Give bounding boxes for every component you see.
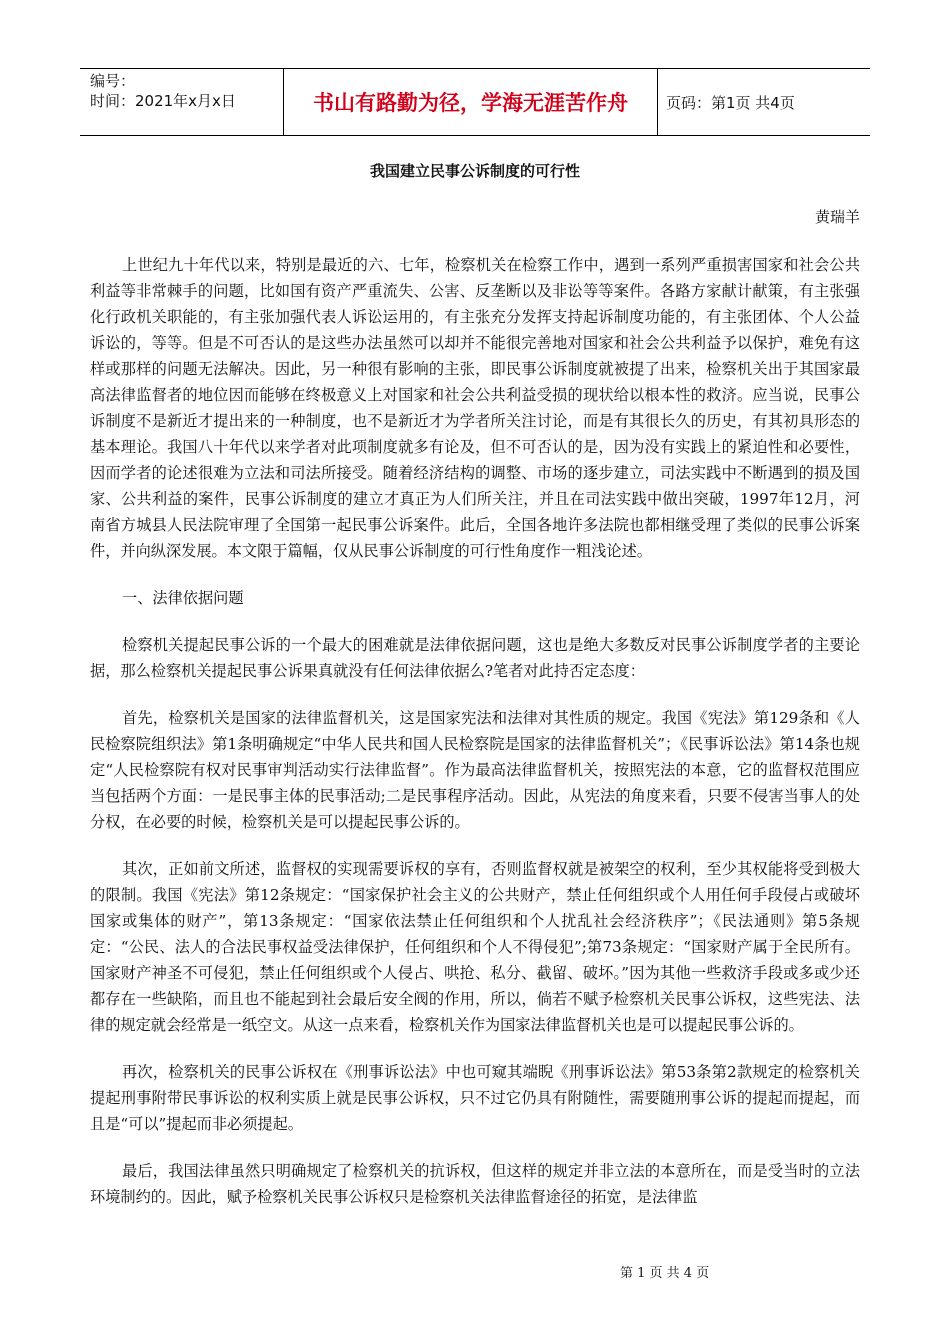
paragraph: 其次，正如前文所述，监督权的实现需要诉权的享有，否则监督权就是被架空的权利，至少其权能将受到极大的限制。我国《宪法》第12条规定：“国家保护社会主义的公共财产，禁止任何组织或个人用任何手段侵占或破坏国家或集体的财产”，第13条规定：“国家依法禁止任何组织和个人扰乱社会经济秩序”；《民法通则》第5条规定：“公民、法人的合法民事权益受法律保护，任何组织和个人不得侵犯”;第73条规定：“国家财产属于全民所有。国家财产神圣不可侵犯，禁止任何组织或个人侵占、哄抢、私分、截留、破坏。”因为其他一些救济手段或多或少还都存在一些缺陷，而且也不能起到社会最后安全阀的作用，所以，倘若不赋予检察机关民事公诉权，这些宪法、法律的规定就会经常是一纸空文。从这一点来看，检察机关作为国家法律监督机关也是可以提起民事公诉的。 bbox=[90, 860, 860, 1034]
header-motto: 书山有路勤为径，学海无涯苦作舟 bbox=[283, 69, 658, 135]
section-heading: 一、法律依据问题 bbox=[122, 589, 244, 607]
paragraph: 最后，我国法律虽然只明确规定了检察机关的抗诉权，但这样的规定并非立法的本意所在，而是受当时的立法环境制约的。因此，赋予检察机关民事公诉权只是检察机关法律监督途径的拓宽，是法律监 bbox=[90, 1162, 860, 1206]
paragraph: 检察机关提起民事公诉的一个最大的困难就是法律依据问题，这也是绝大多数反对民事公诉制度学者的主要论据，那么检察机关提起民事公诉果真就没有任何法律依据么?笔者对此持否定态度： bbox=[90, 636, 860, 680]
header-meta-cell bbox=[80, 69, 283, 135]
paragraph: 上世纪九十年代以来，特别是最近的六、七年，检察机关在检察工作中，遇到一系列严重损害国家和社会公共利益等非常棘手的问题，比如国有资产严重流失、公害、反垄断以及非讼等等案件。各路方家献计献策，有主张强化行政机关职能的，有主张加强代表人诉讼运用的，有主张充分发挥支持起诉制度功能的，有主张团体、个人公益诉讼的，等等。但是不可否认的是这些办法虽然可以却并不能很完善地对国家和社会公共利益予以保护，难免有这样或那样的问题无法解决。因此，另一种很有影响的主张，即民事公诉制度就被提了出来，检察机关出于其国家最高法律监督者的地位因而能够在终极意义上对国家和社会公共利益受损的现状给以根本性的救济。应当说，民事公诉制度不是新近才提出来的一种制度，也不是新近才为学者所关注讨论，而是有其很长久的历史，有其初具形态的基本理论。我国八十年代以来学者对此项制度就多有论及，但不可否认的是，因为没有实践上的紧迫性和必要性，因而学者的论述很难为立法和司法所接受。随着经济结构的调整、市场的逐步建立，司法实践中不断遇到的损及国家、公共利益的案件，民事公诉制度的建立才真正为人们所关注，并且在司法实践中做出突破，1997年12月，河南省方城县人民法院审理了全国第一起民事公诉案件。此后，全国各地许多法院也都相继受理了类似的民事公诉案件，并向纵深发展。本文限于篇幅，仅从民事公诉制度的可行性角度作一粗浅论述。 bbox=[90, 256, 860, 560]
document-number-label: 编号： bbox=[90, 72, 136, 90]
document-title: 我国建立民事公诉制度的可行性 bbox=[369, 162, 580, 180]
paragraph: 首先，检察机关是国家的法律监督机关，这是国家宪法和法律对其性质的规定。我国《宪法》第129条和《人民检察院组织法》第1条明确规定“中华人民共和国人民检察院是国家的法律监督机关”；《民事诉讼法》第14条也规定“人民检察院有权对民事审判活动实行法律监督”。作为最高法律监督机关，按照宪法的本意，它的监督权范围应当包括两个方面：一是民事主体的民事活动;二是民事程序活动。因此，从宪法的角度来看，只要不侵害当事人的处分权，在必要的时候，检察机关是可以提起民事公诉的。 bbox=[90, 709, 860, 831]
document-time-label: 时间：2021年x月x日 bbox=[90, 92, 236, 110]
document-body bbox=[90, 252, 860, 1231]
document-author: 黄瑞羊 bbox=[814, 208, 860, 226]
header-table bbox=[80, 68, 870, 136]
page-footer: 第 1 页 共 4 页 bbox=[620, 1266, 710, 1281]
paragraph: 再次，检察机关的民事公诉权在《刑事诉讼法》中也可窥其端睨《刑事诉讼法》第53条第2款规定的检察机关提起刑事附带民事诉讼的权利实质上就是民事公诉权，只不过它仍具有附随性，需要随刑事公诉的提起而提起，而且是“可以”提起而非必须提起。 bbox=[90, 1063, 860, 1133]
header-page-info: 页码：第1页 共4页 bbox=[666, 93, 795, 112]
